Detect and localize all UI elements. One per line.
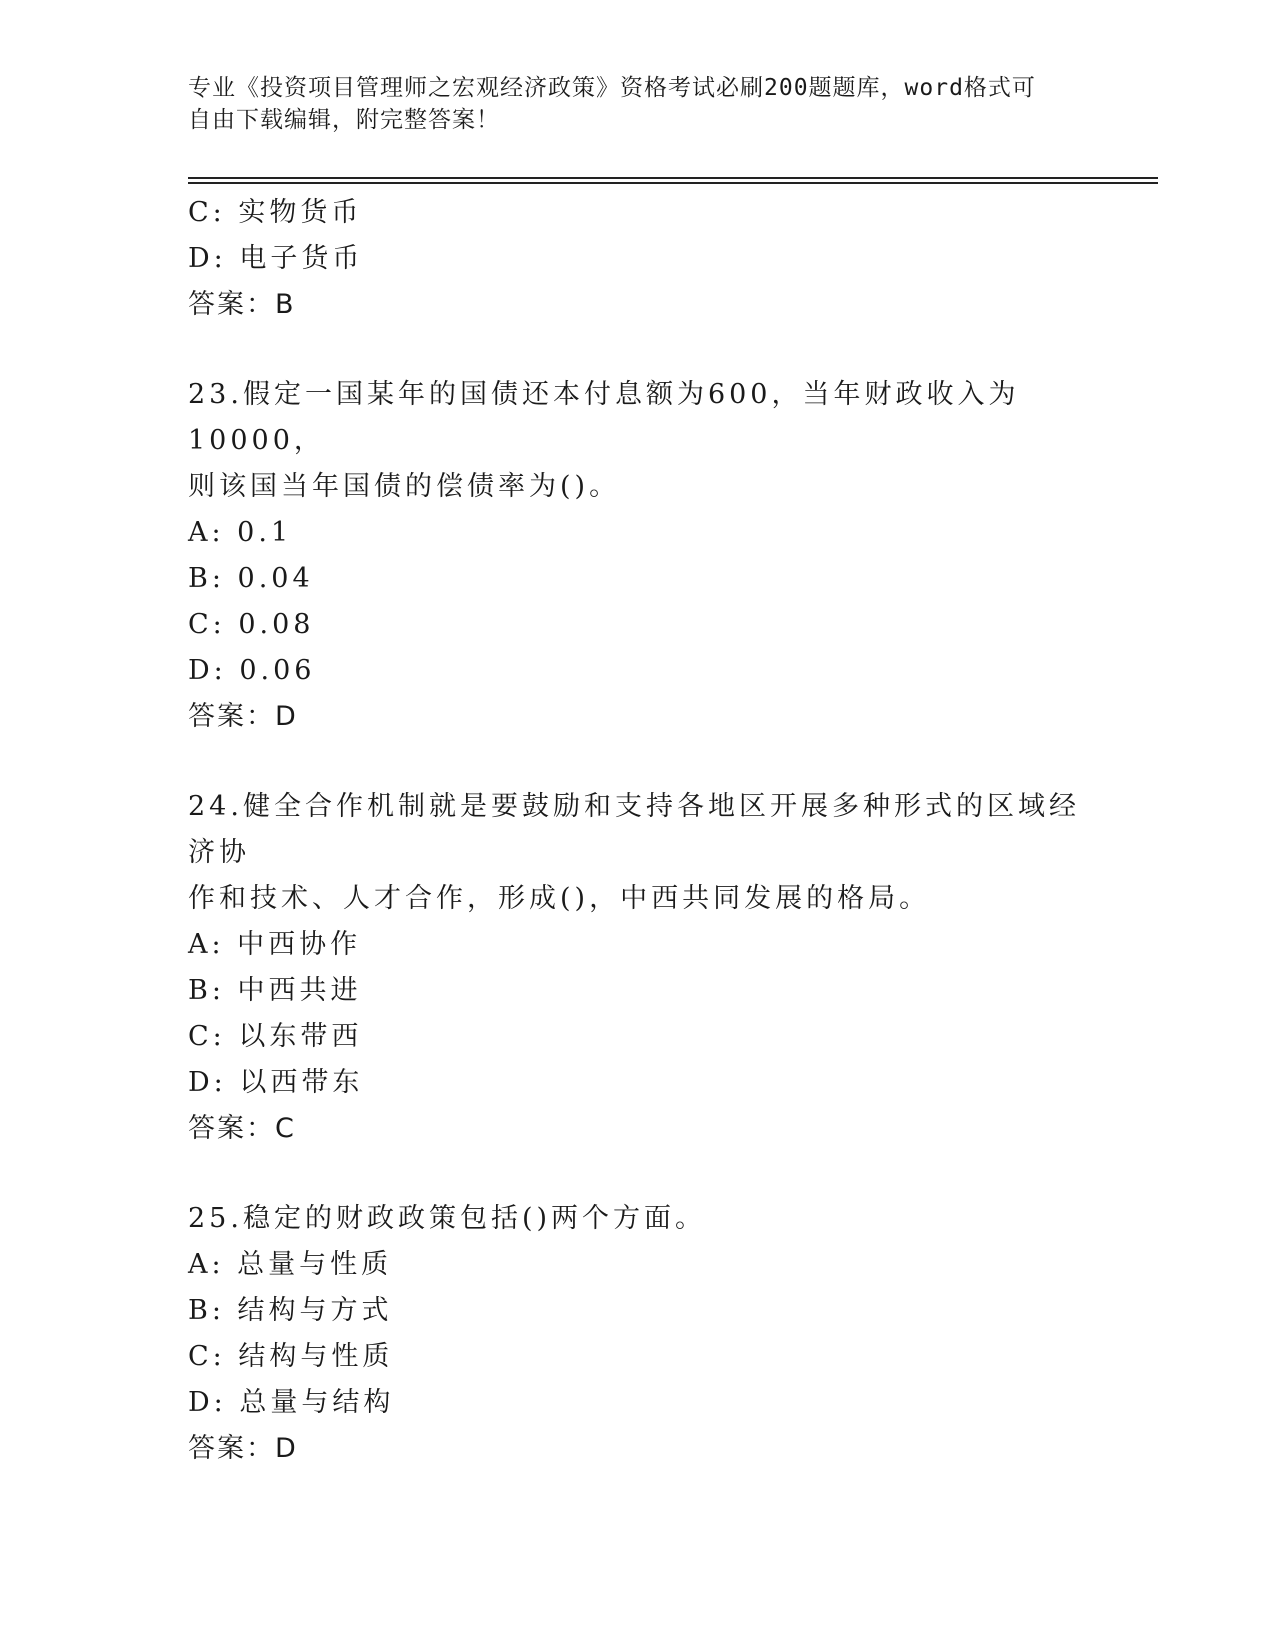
option-c: C: 实物货币 xyxy=(188,197,363,228)
header-divider-bottom xyxy=(188,182,1158,184)
answer-line: 答案：C xyxy=(188,1113,296,1144)
option-a: A: 0.1 xyxy=(188,517,293,548)
option-b: B: 结构与方式 xyxy=(188,1295,393,1326)
header-divider-top xyxy=(188,177,1158,179)
option-b: B: 中西共进 xyxy=(188,975,362,1006)
question-23 xyxy=(188,372,1088,740)
question-stem-line-1: 24.健全合作机制就是要鼓励和支持各地区开展多种形式的区域经济协 xyxy=(188,791,1080,868)
option-c: C: 结构与性质 xyxy=(188,1341,394,1372)
question-25 xyxy=(188,1196,1088,1472)
question-24 xyxy=(188,784,1088,1152)
option-c: C: 0.08 xyxy=(188,609,315,640)
question-stem-line-1: 23.假定一国某年的国债还本付息额为600，当年财政收入为10000， xyxy=(188,379,1020,456)
answer-line: 答案：D xyxy=(188,701,298,732)
question-stem-line-1: 25.稳定的财政政策包括()两个方面。 xyxy=(188,1203,707,1234)
option-b: B: 0.04 xyxy=(188,563,314,594)
previous-question-tail xyxy=(188,190,1088,328)
header-line-1: 专业《投资项目管理师之宏观经济政策》资格考试必刷200题题库，word格式可 xyxy=(188,75,1036,101)
question-stem-line-2: 则该国当年国债的偿债率为()。 xyxy=(188,471,621,502)
document-body xyxy=(188,190,1088,1472)
answer-line: 答案：D xyxy=(188,1433,298,1464)
option-d: D: 以西带东 xyxy=(188,1067,364,1098)
option-d: D: 0.06 xyxy=(188,655,316,686)
option-c: C: 以东带西 xyxy=(188,1021,363,1052)
option-d: D: 总量与结构 xyxy=(188,1387,395,1418)
option-a: A: 总量与性质 xyxy=(188,1249,393,1280)
header-line-2: 自由下载编辑，附完整答案！ xyxy=(188,107,500,133)
option-d: D: 电子货币 xyxy=(188,243,364,274)
option-a: A: 中西协作 xyxy=(188,929,362,960)
document-header xyxy=(188,72,1088,136)
answer-line: 答案：B xyxy=(188,289,296,320)
question-stem-line-2: 作和技术、人才合作，形成()，中西共同发展的格局。 xyxy=(188,883,931,914)
